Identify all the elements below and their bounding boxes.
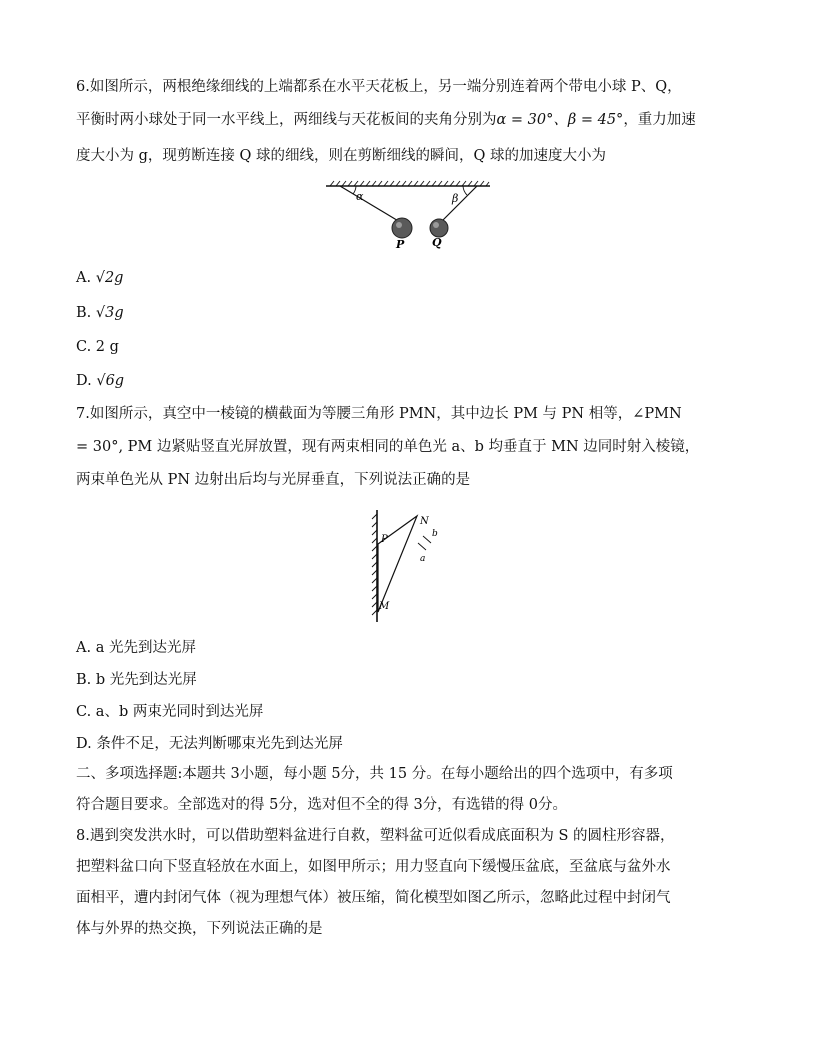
q6-option-d — [76, 371, 124, 391]
q6-line-2-text-b: ，重力加速 — [623, 112, 696, 128]
q6-option-b — [76, 303, 124, 323]
q7-option-d-letter: D. — [76, 736, 92, 752]
ceiling — [326, 181, 490, 186]
vertex-n-label: N — [420, 516, 429, 527]
beam-b-label: b — [432, 529, 438, 539]
alpha-label: α — [356, 190, 364, 203]
q6-option-c-text: 2 g — [95, 339, 119, 355]
q7-line-1: 7.如图所示，真空中一棱镜的横截面为等腰三角形 PMN，其中边长 PM 与 PN 相等，∠PMN — [76, 406, 682, 422]
vertex-m-label: M — [379, 601, 390, 612]
q7-option-b-text: b 光先到达光屏 — [95, 672, 197, 688]
q6-option-a-letter: A. — [76, 270, 92, 286]
q7-option-c-letter: C. — [76, 704, 92, 720]
q6-option-c — [76, 337, 119, 357]
q6-option-a — [76, 268, 123, 288]
q7-line-3: 两束单色光从 PN 边射出后均与光屏垂直，下列说法正确的是 — [76, 472, 471, 488]
q8-line-4: 体与外界的热交换，下列说法正确的是 — [76, 921, 323, 937]
ball-p — [392, 218, 412, 238]
q7-option-d — [76, 734, 343, 754]
q6-line-1: 6.如图所示，两根绝缘细线的上端都系在水平天花板上，另一端分别连着两个带电小球 P、Q， — [76, 79, 682, 95]
q6-option-d-letter: D. — [76, 373, 92, 389]
ball-q — [430, 219, 448, 237]
q6-figure — [322, 180, 494, 252]
q7-option-c-text: a、b 两束光同时到达光屏 — [95, 704, 264, 720]
section2-line-1: 二、多项选择题:本题共 3小题，每小题 5分，共 15 分。在每小题给出的四个选项中，有多项 — [76, 766, 673, 782]
q6-line-2-text-a: 平衡时两小球处于同一水平线上，两细线与天花板间的夹角分别为 — [76, 112, 497, 128]
q7-option-a — [76, 638, 196, 658]
vertex-p-label: P — [381, 534, 388, 545]
q6-option-a-text: √2g — [95, 270, 124, 286]
q7-option-b-letter: B. — [76, 672, 92, 688]
q6-line-2 — [76, 110, 696, 130]
q7-option-a-text: a 光先到达光屏 — [95, 640, 196, 656]
q6-option-c-letter: C. — [76, 339, 92, 355]
q7-figure — [368, 508, 448, 624]
q7-option-d-text: 条件不足，无法判断哪束光先到达光屏 — [96, 736, 343, 752]
vertical-screen — [372, 510, 377, 622]
section2-line-2: 符合题目要求。全部选对的得 5分，选对但不全的得 3分，有选错的得 0分。 — [76, 797, 568, 813]
q8-line-3: 面相平，遭内封闭气体（视为理想气体）被压缩，简化模型如图乙所示，忽略此过程中封闭气 — [76, 890, 671, 906]
string-p — [340, 186, 400, 222]
q8-line-1: 8.遇到突发洪水时，可以借助塑料盆进行自救，塑料盆可近似看成底面积为 S 的圆柱形容器， — [76, 828, 675, 844]
q7-option-b — [76, 670, 197, 690]
q6-option-b-text: √3g — [95, 305, 124, 321]
ball-q-label: Q — [432, 236, 442, 249]
q6-line-3: 度大小为 g，现剪断连接 Q 球的细线，则在剪断细线的瞬间，Q 球的加速度大小为 — [76, 148, 606, 164]
q7-option-c — [76, 702, 263, 722]
prism — [378, 516, 417, 612]
q6-option-d-text: √6g — [96, 373, 125, 389]
string-q — [442, 186, 477, 221]
ball-p-label: P — [396, 238, 405, 251]
q8-line-2: 把塑料盆口向下竖直轻放在水面上，如图甲所示；用力竖直向下缓慢压盆底，至盆底与盆外水 — [76, 859, 671, 875]
q6-angles: α = 30°、β = 45° — [496, 112, 624, 128]
beta-label: β — [452, 192, 459, 205]
q7-option-a-letter: A. — [76, 640, 92, 656]
beam-a-label: a — [420, 554, 426, 564]
q7-line-2: = 30°, PM 边紧贴竖直光屏放置，现有两束相同的单色光 a、b 均垂直于 MN 边同时射入棱镜， — [76, 439, 700, 455]
q6-option-b-letter: B. — [76, 305, 92, 321]
